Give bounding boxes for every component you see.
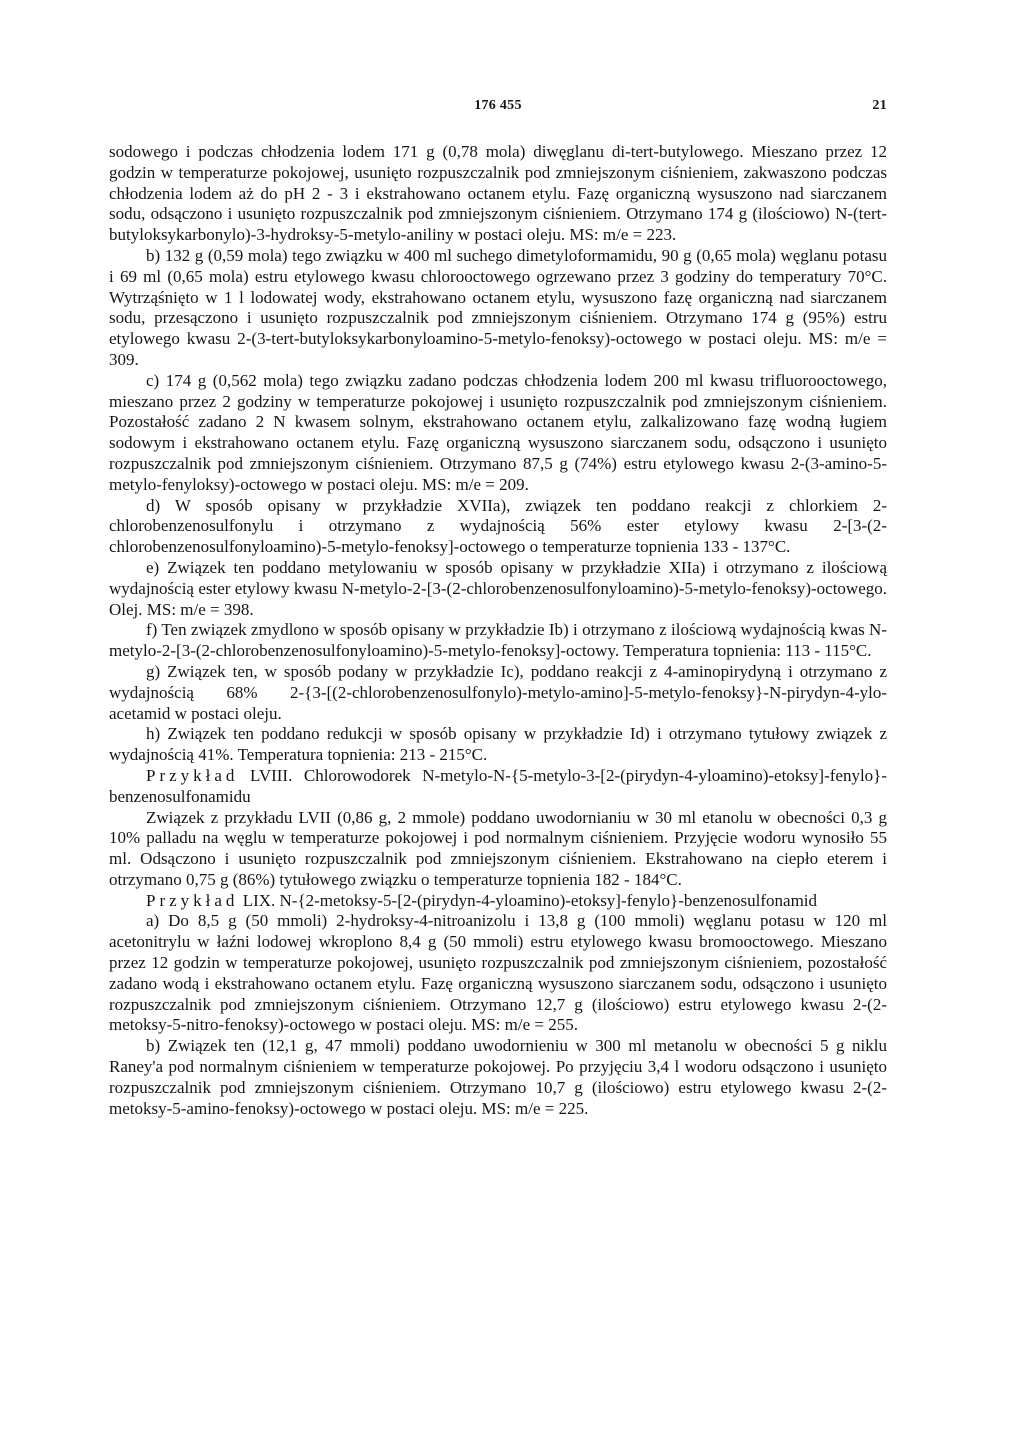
document-body <box>109 142 887 1119</box>
paragraph-continued: sodowego i podczas chłodzenia lodem 171 g (0,78 mola) diwęglanu di-tert-butylowego. Mieszano przez 12 godzin w temperaturze pokojowej, usunięto rozpuszczalnik pod zmniejszonym ciśnieniem, zakwaszono podczas chłodzenia lodem aż do pH 2 - 3 i ekstrahowano octanem etylu. Fazę organiczną wysuszono nad siarczanem sodu, odsączono i usunięto rozpuszczalnik pod zmniejszonym ciśnieniem. Otrzymano 174 g (ilościowo) N-(tert-butyloksykarbonylo)-3-hydroksy-5-metylo-aniliny w postaci oleju. MS: m/e = 223. <box>109 142 887 245</box>
paragraph-step-g: g) Związek ten, w sposób podany w przykładzie Ic), poddano reakcji z 4-aminopirydyną i otrzymano z wydajnością 68% 2-{3-[(2-chlorobenzenosulfonylo)-metylo-amino]-5-metylo-fenoksy}-N-pirydyn-4-ylo-acetamid w postaci oleju. <box>109 661 887 723</box>
paragraph-step-b: b) 132 g (0,59 mola) tego związku w 400 ml suchego dimetyloformamidu, 90 g (0,65 mola) węglanu potasu i 69 ml (0,65 mola) estru etylowego kwasu chlorooctowego ogrzewano przez 3 godziny do temperatury 70°C. Wytrząśnięto w 1 l lodowatej wody, ekstrahowano octanem etylu, wysuszono fazę organiczną nad siarczanem sodu, przesączono i usunięto rozpuszczalnik pod zmniejszonym ciśnieniem. Otrzymano 174 g (95%) estru etylowego kwasu 2-(3-tert-butyloksykarbonyloamino-5-metylo-fenoksy)-octowego w postaci oleju. MS: m/e = 309. <box>109 245 887 369</box>
example-label: Przykład <box>146 890 239 910</box>
paragraph-lix-step-a: a) Do 8,5 g (50 mmoli) 2-hydroksy-4-nitroanizolu i 13,8 g (100 mmoli) węglanu potasu w 120 ml acetonitrylu w łaźni lodowej wkroplono 8,4 g (50 mmoli) estru etylowego kwasu bromooctowego. Mieszano przez 12 godzin w temperaturze pokojowej, usunięto rozpuszczalnik pod zmniejszonym ciśnieniem, pozostałość zadano wodą i ekstrahowano octanem etylu. Fazę organiczną wysuszono siarczanem sodu, odsączono i usunięto rozpuszczalnik pod zmniejszonym ciśnieniem. Otrzymano 12,7 g (ilościowo) estru etylowego kwasu 2-(2-metoksy-5-nitro-fenoksy)-octowego w postaci oleju. MS: m/e = 255. <box>109 911 887 1035</box>
patent-number: 176 455 <box>474 98 522 113</box>
paragraph-step-c: c) 174 g (0,562 mola) tego związku zadano podczas chłodzenia lodem 200 ml kwasu trifluorooctowego, mieszano przez 2 godziny w temperaturze pokojowej i usunięto rozpuszczalnik pod zmniejszonym ciśnieniem. Pozostałość zadano 2 N kwasem solnym, ekstrahowano octanem etylu, zalkalizowano fazę wodną ługiem sodowym i ekstrahowano octanem etylu. Fazę organiczną wysuszono siarczanem sodu, odsączono i usunięto rozpuszczalnik pod zmniejszonym ciśnieniem. Otrzymano 87,5 g (74%) estru etylowego kwasu 2-(3-amino-5-metylo-fenyloksy)-octowego w postaci oleju. MS: m/e = 209. <box>109 370 887 494</box>
example-title: LIX. N-{2-metoksy-5-[2-(pirydyn-4-yloamino)-etoksy]-fenylo}-benzenosulfonamid <box>238 890 818 910</box>
document-page <box>109 98 887 1119</box>
example-heading-lviii <box>109 766 887 808</box>
paragraph-lix-step-b: b) Związek ten (12,1 g, 47 mmoli) poddano uwodornieniu w 300 ml metanolu w obecności 5 g niklu Raney'a pod normalnym ciśnieniem w temperaturze pokojowej. Po przyjęciu 3,4 l wodoru odsączono i usunięto rozpuszczalnik pod zmniejszonym ciśnieniem. Otrzymano 10,7 g (ilościowo) estru etylowego kwasu 2-(2-metoksy-5-amino-fenoksy)-octowego w postaci oleju. MS: m/e = 225. <box>109 1036 887 1118</box>
example-heading-lix <box>109 891 887 912</box>
example-title: LVIII. Chlorowodorek N-metylo-N-{5-metylo-3-[2-(pirydyn-4-yloamino)-etoksy]-fenylo}-benzenosulfonamidu <box>109 765 887 806</box>
paragraph-step-h: h) Związek ten poddano redukcji w sposób opisany w przykładzie Id) i otrzymano tytułowy związek z wydajnością 41%. Temperatura topnienia: 213 - 215°C. <box>109 724 887 765</box>
example-label: Przykład <box>146 765 239 785</box>
page-number: 21 <box>872 98 887 113</box>
page-header <box>109 98 887 122</box>
paragraph-step-e: e) Związek ten poddano metylowaniu w sposób opisany w przykładzie XIIa) i otrzymano z ilościową wydajnością ester etylowy kwasu N-metylo-2-[3-(2-chlorobenzenosulfonyloamino)-5-metylo-fenoksy)-octowego. Olej. MS: m/e = 398. <box>109 557 887 619</box>
paragraph-example-lviii: Związek z przykładu LVII (0,86 g, 2 mmole) poddano uwodornianiu w 30 ml etanolu w obecności 0,3 g 10% palladu na węglu w temperaturze pokojowej i pod normalnym ciśnieniem. Przyjęcie wodoru wynosiło 55 ml. Odsączono i usunięto rozpuszczalnik pod zmniejszonym ciśnieniem. Ekstrahowano na ciepło eterem i otrzymano 0,75 g (86%) tytułowego związku o temperaturze topnienia 182 - 184°C. <box>109 807 887 889</box>
paragraph-step-d: d) W sposób opisany w przykładzie XVIIa), związek ten poddano reakcji z chlorkiem 2-chlorobenzenosulfonylu i otrzymano z wydajnością 56% ester etylowy kwasu 2-[3-(2-chlorobenzenosulfonyloamino)-5-metylo-fenoksy]-octowego o temperaturze topnienia 133 - 137°C. <box>109 495 887 557</box>
paragraph-step-f: f) Ten związek zmydlono w sposób opisany w przykładzie Ib) i otrzymano z ilościową wydajnością kwas N-metylo-2-[3-(2-chlorobenzenosulfonyloamino)-5-metylo-fenoksy]-octowy. Temperatura topnienia: 113 - 115°C. <box>109 620 887 661</box>
